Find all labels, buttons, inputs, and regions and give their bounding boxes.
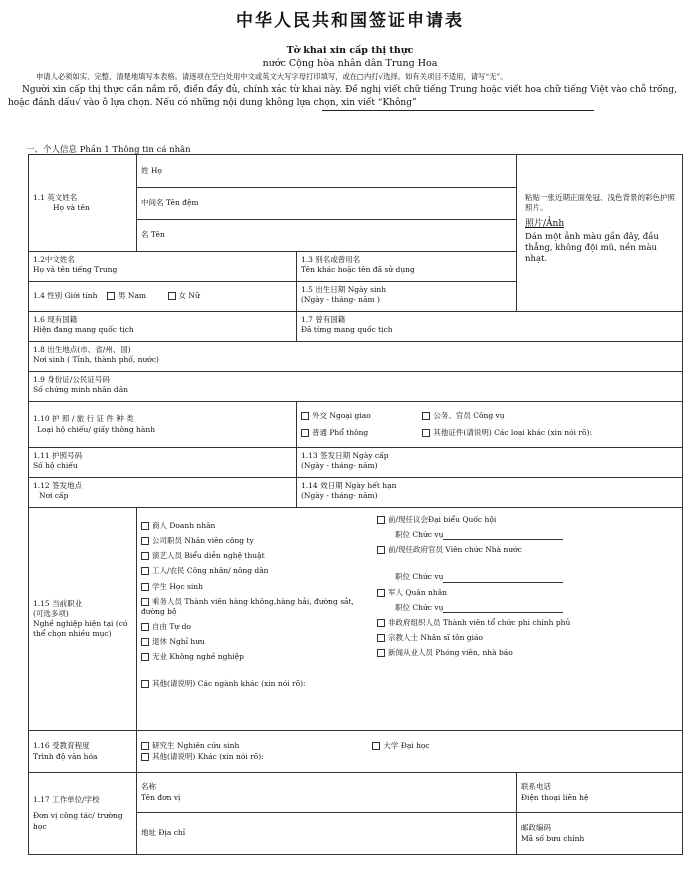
form-title: 中华人民共和国签证申请表 [236, 11, 464, 31]
occ-worker-label: 工人/农民 Công nhân/ nông dân [152, 566, 269, 576]
occ-government-checkbox[interactable] [377, 546, 385, 554]
field-1-16-cn: 1.16 受教育程度 [33, 741, 90, 751]
occupation-left-column [137, 508, 373, 730]
surname-input[interactable] [137, 155, 516, 187]
field-1-15-label [29, 508, 137, 731]
occ-unemployed-checkbox[interactable] [141, 653, 149, 661]
male-checkbox[interactable] [107, 292, 115, 300]
occ-employee-label: 公司职员 Nhân viên công ty [152, 536, 254, 546]
occ-parliament-checkbox[interactable] [377, 516, 385, 524]
field-1-3-vn: Tên khác hoặc tên đã sử dụng [301, 265, 415, 275]
occ-student-label: 学生 Học sinh [152, 581, 203, 591]
form-subtitle-vn-1: Tờ khai xin cấp thị thực [286, 45, 414, 56]
female-label: 女 Nữ [178, 291, 200, 301]
photo-desc: Dán một ảnh màu gần đây, đầu thẳng, không đội mũ, nền màu nhạt. [525, 232, 659, 264]
field-1-8-cn: 1.8 出生地点(市、省/州、国) [33, 345, 131, 354]
edu-university-checkbox[interactable] [372, 742, 380, 750]
field-1-10-label [29, 402, 297, 448]
employer-name-cn: 名称 [141, 782, 156, 792]
field-1-5[interactable] [297, 282, 517, 312]
occ-unemployed-label: 无业 Không nghề nghiệp [152, 652, 244, 662]
occ-religious-checkbox[interactable] [377, 634, 385, 642]
occ-government-position-label: 职位 Chức vụ [395, 572, 444, 582]
field-1-16-vn: Trình độ văn hóa [33, 751, 98, 761]
surname-label: 姓 Họ [141, 165, 162, 175]
field-1-16-label [29, 731, 137, 773]
employer-name-vn: Tên đơn vị [141, 792, 181, 802]
employer-phone-input[interactable] [517, 773, 683, 813]
field-1-12-cn: 1.12 签发地点 [33, 481, 83, 490]
passport-ordinary-label: 普通 Phổ thông [312, 428, 369, 437]
field-1-12[interactable] [29, 478, 297, 508]
instruction-cn: 申请人必须如实、完整、清楚地填写本表格。请逐项在空白处用中文或英文大写字母打印填写，或在□内打√选择。如有关项目不适用，请写“无”。 [36, 72, 508, 81]
field-1-2-cn: 1.2中文姓名 [33, 255, 75, 264]
field-1-1-name-parts [137, 155, 517, 252]
field-1-14-format: (Ngày - tháng- năm) [301, 491, 378, 501]
instruction-vn-1: Người xin cấp thị thực cần nắm rõ, điền đầy đủ, chính xác từ khai này. Đề nghị viết chữ tiếng Trung hoặc viết hoa chữ tiếng Việt vào chỗ trống, [22, 85, 677, 95]
occ-other-label: 其他(请说明) Các ngành khác (xin nói rõ): [152, 679, 306, 689]
occ-government-label: 前/现任政府官员 Viên chức Nhà nước [388, 545, 522, 555]
edu-university-label: 大学 Đại học [383, 741, 430, 751]
field-1-5-format: (Ngày - tháng- năm ) [301, 295, 380, 305]
instruction-underline [322, 110, 594, 111]
occ-other-checkbox[interactable] [141, 680, 149, 688]
form-subtitle-vn-2: nước Cộng hòa nhân dân Trung Hoa [262, 58, 438, 69]
occ-religious-label: 宗教人士 Nhân sĩ tôn giáo [388, 632, 484, 642]
section-title: 一、个人信息 Phần 1 Thông tin cá nhân [26, 145, 191, 155]
personal-info-table [28, 154, 683, 855]
employer-postcode-input[interactable] [517, 813, 683, 855]
field-1-17-vn: Đơn vị công tác/ trường học [33, 811, 123, 831]
edu-postgrad-checkbox[interactable] [141, 742, 149, 750]
field-1-5-label: 1.5 出生日期 Ngày sinh [301, 285, 387, 294]
passport-service-label: 公务、官员 Công vụ [433, 410, 505, 420]
occ-entertainer-checkbox[interactable] [141, 552, 149, 560]
field-1-8-vn: Nơi sinh ( Tỉnh, thành phố, nước) [33, 355, 159, 365]
occ-worker-checkbox[interactable] [141, 567, 149, 575]
field-1-3-cn: 1.3 别名或曾用名 [301, 255, 361, 264]
male-label: 男 Nam [118, 291, 147, 301]
occ-employee-checkbox[interactable] [141, 537, 149, 545]
field-1-4 [29, 282, 297, 312]
field-1-7-cn: 1.7 曾有国籍 [301, 315, 346, 324]
field-1-2[interactable] [29, 252, 297, 282]
employer-address-label: 地址 Địa chỉ [141, 828, 186, 838]
field-1-6-vn: Hiện đang mang quốc tịch [33, 325, 134, 335]
occ-student-checkbox[interactable] [141, 583, 149, 591]
instruction-vn-2: hoặc đánh dấu√ vào ô lựa chọn. Nếu có những nội dung không lựa chọn, xin viết “Không” [8, 98, 417, 108]
employer-phone-cn: 联系电话 [521, 782, 551, 792]
employer-name-input[interactable] [137, 773, 517, 813]
field-1-11[interactable] [29, 448, 297, 478]
field-1-9-cn: 1.9 身份证/公民证号码 [33, 375, 110, 384]
field-1-8[interactable] [29, 342, 683, 372]
field-1-10-cn: 1.10 护 照 / 旅 行 证 件 种 类 [33, 414, 134, 424]
employer-address-input[interactable] [137, 813, 517, 855]
occ-businessman-label: 商人 Doanh nhân [152, 521, 216, 530]
field-1-11-vn: Số hộ chiếu [33, 461, 78, 471]
employer-postcode-vn: Mã số bưu chính [521, 833, 585, 843]
occ-military-label: 军人 Quân nhân [388, 587, 448, 597]
field-1-3[interactable] [297, 252, 517, 282]
field-1-2-vn: Họ và tên tiếng Trung [33, 265, 118, 275]
field-1-10-options [297, 402, 683, 448]
occ-ngo-checkbox[interactable] [377, 619, 385, 627]
occ-government-position-input[interactable] [443, 574, 563, 583]
field-1-7[interactable] [297, 312, 683, 342]
field-1-14[interactable] [297, 478, 683, 508]
occ-freelance-checkbox[interactable] [141, 623, 149, 631]
field-1-4-label: 1.4 性别 Giới tính [33, 291, 98, 301]
edu-postgrad-label: 研究生 Nghiên cứu sinh [152, 741, 240, 751]
passport-other-label: 其他证件(请说明) Các loại khác (xin nói rõ): [433, 428, 592, 437]
field-1-1-label [29, 155, 137, 252]
field-1-17-cn: 1.17 工作单位/学校 [33, 795, 100, 805]
field-1-6-cn: 1.6 现有国籍 [33, 315, 78, 324]
edu-other-label: 其他(请说明) Khác (xin nói rõ): [152, 751, 264, 761]
field-1-12-vn: Nơi cấp [39, 491, 69, 501]
middle-name-label: 中间名 Tên đệm [141, 197, 199, 207]
occ-entertainer-label: 演艺人员 Biểu diễn nghệ thuật [152, 551, 265, 561]
given-name-label: 名 Tên [141, 230, 165, 240]
passport-other-checkbox[interactable] [422, 429, 430, 437]
given-name-input[interactable] [137, 219, 516, 251]
occ-businessman-checkbox[interactable] [141, 522, 149, 530]
occ-journalist-label: 新闻从业人员 Phóng viên, nhà báo [388, 648, 513, 657]
field-1-16-options [137, 731, 683, 773]
occ-journalist-checkbox[interactable] [377, 649, 385, 657]
field-1-15-vn: Nghề nghiệp hiện tại (có thể chọn nhiều mục) [33, 619, 128, 639]
female-checkbox[interactable] [168, 292, 176, 300]
passport-ordinary-checkbox[interactable] [301, 429, 309, 437]
photo-note-cn: 粘贴一张近期正面免冠、浅色背景的彩色护照照片。 [525, 193, 675, 213]
field-1-9[interactable] [29, 372, 683, 402]
field-1-15-options [137, 508, 683, 731]
occ-military-checkbox[interactable] [377, 589, 385, 597]
middle-name-input[interactable] [137, 187, 516, 219]
occ-crew-label: 乘务人员 Thành viên hàng không,hàng hải, đường sắt, đường bộ [141, 596, 354, 616]
field-1-9-vn: Số chứng minh nhân dân [33, 385, 128, 395]
occ-military-position-input[interactable] [443, 604, 563, 613]
field-1-15-cn: 1.15 当前职业 [33, 598, 83, 608]
field-1-15-cn2: (可选多项) [33, 608, 69, 618]
field-1-1-label-vn: Họ và tên [53, 203, 90, 212]
field-1-6[interactable] [29, 312, 297, 342]
field-1-7-vn: Đã từng mang quốc tịch [301, 325, 393, 335]
occ-parliament-label: 前/现任议会Đại biểu Quốc hội [388, 515, 497, 524]
field-1-13[interactable] [297, 448, 683, 478]
field-1-13-format: (Ngày - tháng- năm) [301, 461, 378, 471]
employer-phone-vn: Điện thoại liên hệ [521, 792, 589, 802]
field-1-10-vn: Loại hộ chiếu/ giấy thông hành [37, 424, 156, 434]
field-1-14-label: 1.14 效日期 Ngày hết hạn [301, 481, 397, 490]
field-1-1-label-cn: 1.1 英文姓名 [33, 192, 78, 202]
passport-diplomatic-checkbox[interactable] [301, 412, 309, 420]
field-1-17-label [29, 773, 137, 855]
occ-retired-label: 退休 Nghỉ hưu [152, 637, 205, 646]
occ-ngo-label: 非政府组织人员 Thành viên tổ chức phi chính phủ [388, 617, 571, 627]
photo-title: 照片/Ảnh [525, 219, 565, 230]
occ-parliament-position-input[interactable] [443, 531, 563, 540]
field-1-11-cn: 1.11 护照号码 [33, 451, 83, 460]
employer-postcode-cn: 邮政编码 [521, 823, 551, 833]
occupation-right-column [373, 508, 682, 730]
occ-parliament-position-label: 职位 Chức vụ [395, 530, 444, 540]
passport-diplomatic-label: 外交 Ngoại giao [312, 410, 371, 420]
occ-crew-checkbox[interactable] [141, 598, 149, 606]
occ-retired-checkbox[interactable] [141, 638, 149, 646]
photo-box[interactable] [517, 155, 683, 312]
occ-military-position-label: 职位 Chức vụ [395, 602, 444, 612]
field-1-13-label: 1.13 签发日期 Ngày cấp [301, 451, 389, 460]
edu-other-checkbox[interactable] [141, 753, 149, 761]
passport-service-checkbox[interactable] [422, 412, 430, 420]
occ-freelance-label: 自由 Tự do [152, 621, 191, 631]
